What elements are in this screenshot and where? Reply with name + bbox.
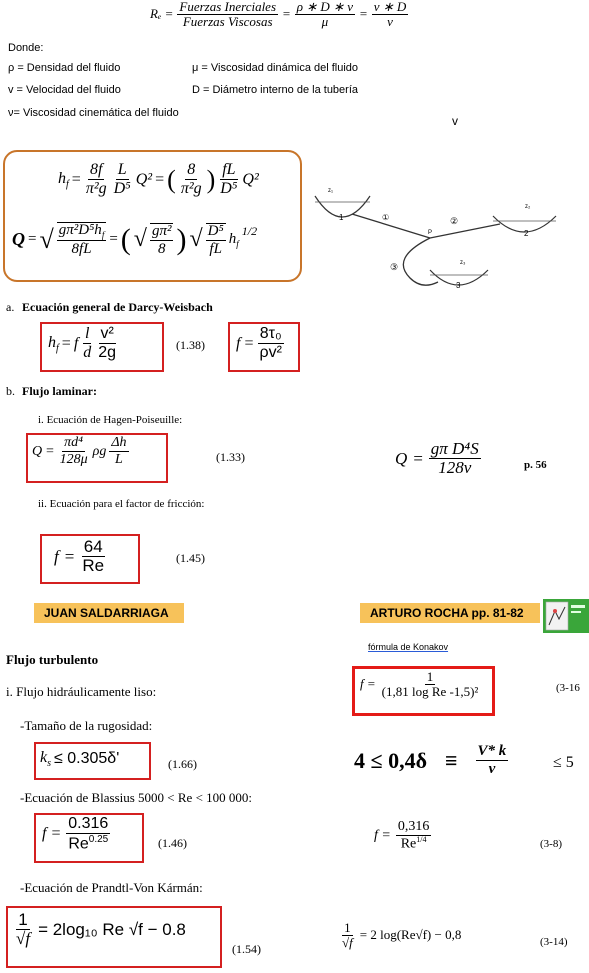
ref-1-38: (1.38) bbox=[176, 338, 205, 352]
svg-text:z₁: z₁ bbox=[328, 188, 334, 194]
friction-factor-title: ii. Ecuación para el factor de fricción: bbox=[38, 498, 205, 510]
pipe-3 bbox=[403, 238, 438, 285]
svg-text:①: ① bbox=[382, 213, 390, 222]
ref-3-16: (3-16 bbox=[556, 682, 580, 694]
blasius-formula: f = $\frac{0.316}{Re^{0.25}}$ bbox=[42, 815, 109, 853]
ref-1-66: (1.66) bbox=[168, 757, 197, 771]
roughness-title: -Tamaño de la rugosidad: bbox=[20, 718, 153, 733]
re-frac-1: $\frac{\text{Fuerzas Inerciales}}{\text{Fuerzas Viscosas}}$ bbox=[179, 0, 277, 29]
def-v: v = Velocidad del fluido bbox=[8, 84, 121, 96]
laminar-friction-formula: f = $\frac{64}{Re}$ bbox=[54, 537, 105, 575]
pipe-2 bbox=[430, 224, 500, 238]
hf-formula: $h_f$ = $\frac{8f}{\text{π²g}}$ $\frac{L}{\text{D⁵}}$ Q² = ( $\frac{8}{\text{π²g}}$ ) $\frac{fL}{\text{D⁵}}$ Q² bbox=[58, 161, 259, 197]
author-left: JUAN SALDARRIAGA bbox=[44, 606, 169, 620]
hagen-formula: Q = $\frac{\text{πd⁴}}{128\mu}$ ρg $\frac{\Delta h}{L}$ bbox=[32, 435, 127, 467]
ref-1-54: (1.54) bbox=[232, 942, 261, 956]
donde-label: Donde: bbox=[8, 42, 44, 54]
ref-1-33: (1.33) bbox=[216, 450, 245, 464]
roughness-inequality: 4 ≤ 0,4δ ≡ $\frac{V* k}{\nu}$ bbox=[354, 743, 507, 777]
pipe-1 bbox=[352, 214, 433, 238]
roughness-formula: $k_s$ ≤ 0.305δ' bbox=[40, 749, 120, 770]
le-five: ≤ 5 bbox=[553, 754, 574, 771]
hagen-title: i. Ecuación de Hagen-Poiseuille: bbox=[38, 414, 183, 426]
tank-3-label: 3 bbox=[456, 281, 461, 290]
rocha-prandtl-formula: $\frac{1}{√f}$ = 2 log(Re√f) − 0,8 bbox=[342, 920, 462, 950]
author-right: ARTURO ROCHA pp. 81-82 bbox=[370, 606, 524, 620]
svg-text:③: ③ bbox=[390, 262, 399, 272]
friction-tau-formula: f = $\frac{\text{8τ₀}}{\text{ρv²}}$ bbox=[236, 325, 282, 361]
section-b-label: b. bbox=[6, 384, 15, 398]
konakov-formula: f = $\frac{1}{\text{(1,81 log Re -1,5)²}}$ bbox=[360, 669, 479, 699]
ref-1-45: (1.45) bbox=[176, 551, 205, 565]
prandtl-title: -Ecuación de Prandtl-Von Kármán: bbox=[20, 880, 203, 895]
section-a-title: Ecuación general de Darcy-Weisbach bbox=[22, 300, 213, 314]
def-nu: ν= Viscosidad cinemática del fluido bbox=[8, 107, 179, 119]
turbulent-title: Flujo turbulento bbox=[6, 652, 99, 667]
section-b-title: Flujo laminar: bbox=[22, 384, 97, 398]
rocha-page-ref: p. 56 bbox=[524, 459, 547, 471]
book-thumbnail-icon bbox=[543, 599, 589, 633]
svg-text:P: P bbox=[428, 230, 433, 236]
svg-text:z₃: z₃ bbox=[460, 260, 466, 266]
reynolds-formula: Rₑ = $\frac{\text{Fuerzas Inerciales}}{\text{Fuerzas Viscosas}}$ = $\frac{\rho ∗ D ∗ v}{\mu}$ = $\frac{v ∗ D}{\nu}$ bbox=[150, 0, 407, 29]
tank-1-label: 1 bbox=[339, 213, 344, 222]
tank-2-label: 2 bbox=[524, 229, 529, 238]
three-reservoir-diagram bbox=[310, 178, 585, 298]
smooth-flow-title: i. Flujo hidráulicamente liso: bbox=[6, 684, 157, 699]
rocha-blasius-formula: f = $\frac{0,316}{Re^{1/4}}$ bbox=[374, 819, 430, 852]
def-mu: μ = Viscosidad dinámica del fluido bbox=[192, 62, 359, 74]
re-frac-2: $\frac{\rho ∗ D ∗ v}{\mu}$ bbox=[296, 0, 353, 29]
def-rho: ρ = Densidad del fluido bbox=[8, 62, 121, 74]
svg-text:②: ② bbox=[450, 216, 459, 226]
svg-text:z₂: z₂ bbox=[525, 204, 531, 210]
konakov-label: fórmula de Konakov bbox=[368, 642, 449, 652]
re-frac-3: $\frac{v ∗ D}{\nu}$ bbox=[373, 0, 407, 29]
stray-v: v bbox=[452, 114, 458, 128]
darcy-formula: $h_f$ = f $\frac{l}{d}$ $\frac{\text{v²}}{2g}$ bbox=[48, 325, 117, 361]
re-lhs: Rₑ = bbox=[150, 6, 174, 22]
def-D: D = Diámetro interno de la tubería bbox=[192, 84, 359, 96]
ref-3-14: (3-14) bbox=[540, 936, 568, 948]
q-formula: Q = √ $\frac{g\pi^2D^5h_f}{8fL}$ = ( √ $\frac{\text{gπ²}}{8}$ ) √ $\frac{\text{D⁵}}{fL}$ $h_f$ 1/2 bbox=[12, 222, 258, 258]
ref-3-8: (3-8) bbox=[540, 838, 562, 850]
ref-1-46: (1.46) bbox=[158, 836, 187, 850]
rocha-laminar-formula: Q = $\frac{\text{gπ D⁴S}}{128\nu}$ bbox=[395, 439, 479, 477]
prandtl-formula: $\frac{1}{√f}$ = 2log₁₀ Re √f − 0.8 bbox=[16, 910, 186, 948]
blasius-title: -Ecuación de Blassius 5000 < Re < 100 000: bbox=[20, 790, 253, 805]
section-a-label: a. bbox=[6, 300, 15, 314]
